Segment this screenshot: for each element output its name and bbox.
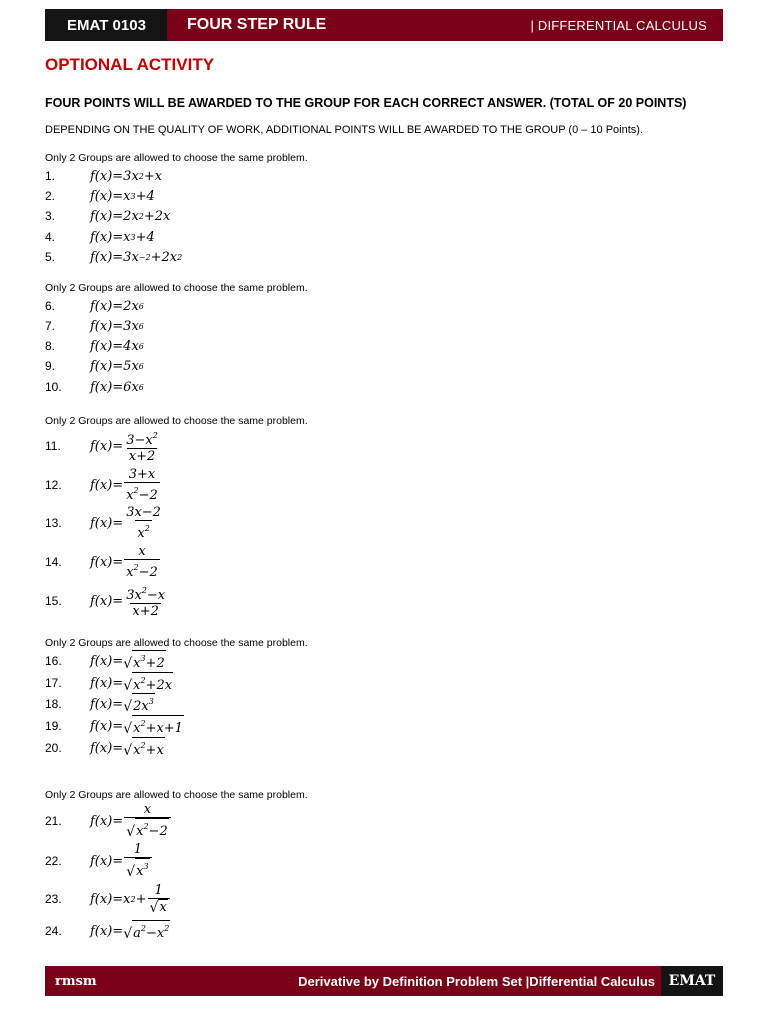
problem-item xyxy=(45,431,160,464)
problem-formula: f(x)= √ $a^2-x^2$ xyxy=(90,920,170,942)
problem-item xyxy=(45,586,167,619)
problem-number: 11. xyxy=(45,439,61,453)
problem-number: 17. xyxy=(45,676,62,690)
problem-number: 4. xyxy=(45,230,56,244)
problem-number: 12. xyxy=(45,478,62,492)
instruction-quality: DEPENDING ON THE QUALITY OF WORK, ADDITIONAL POINTS WILL BE AWARDED TO THE GROUP (0 – 10 Points). xyxy=(45,124,644,136)
problem-formula: f(x)=x 2 + 1 √ x xyxy=(90,883,170,916)
problem-number: 23. xyxy=(45,892,62,906)
problem-formula: f(x)=6x 6 xyxy=(90,379,144,395)
problem-item xyxy=(45,842,152,880)
group-note: Only 2 Groups are allowed to choose the same problem. xyxy=(45,282,308,294)
group-note: Only 2 Groups are allowed to choose the same problem. xyxy=(45,415,308,427)
problem-formula: f(x)=2x 2 +2x xyxy=(90,208,171,224)
problem-number: 10. xyxy=(45,380,62,394)
problem-item xyxy=(45,673,173,693)
problem-item xyxy=(45,921,170,941)
problem-item xyxy=(45,296,144,316)
group-note: Only 2 Groups are allowed to choose the same problem. xyxy=(45,152,308,164)
problem-number: 2. xyxy=(45,189,56,203)
problem-item xyxy=(45,802,171,840)
problem-number: 8. xyxy=(45,339,56,353)
problem-formula: f(x)=3x 2 +x xyxy=(90,168,163,184)
footer-title: Derivative by Definition Problem Set |Differential Calculus xyxy=(298,973,655,989)
problem-item xyxy=(45,882,170,916)
problem-formula: f(x)= √ $x^3+2$ xyxy=(90,650,166,672)
problem-item xyxy=(45,316,144,336)
problem-formula: f(x)=3x −2 +2x 2 xyxy=(90,249,183,265)
problem-item xyxy=(45,186,155,206)
problem-formula: f(x)=x 3 +4 xyxy=(90,188,155,204)
problem-item xyxy=(45,356,144,376)
problem-number: 20. xyxy=(45,741,62,755)
problem-item xyxy=(45,166,162,186)
problem-formula: f(x)= $\frac{x}{x^2-2}$ xyxy=(90,544,158,580)
problem-number: 24. xyxy=(45,924,62,938)
problem-number: 16. xyxy=(45,654,62,668)
problem-formula: f(x)= √ $x^2+x+1$ xyxy=(90,715,184,737)
header-subject: | DIFFERENTIAL CALCULUS xyxy=(530,17,707,33)
problem-item xyxy=(45,227,155,247)
section-title: OPTIONAL ACTIVITY xyxy=(45,55,215,74)
problem-formula: f(x)=x 3 +4 xyxy=(90,229,155,245)
course-code: EMAT 0103 xyxy=(45,9,167,41)
problem-formula: f(x)=5x 6 xyxy=(90,358,144,374)
problem-number: 15. xyxy=(45,594,62,608)
problem-item xyxy=(45,206,170,226)
problem-item xyxy=(45,505,163,541)
header-title: FOUR STEP RULE xyxy=(187,16,327,33)
problem-item xyxy=(45,544,160,580)
problem-formula: f(x)= x √ $x^2-2$ xyxy=(90,802,171,840)
problem-item xyxy=(45,651,166,671)
problem-number: 1. xyxy=(45,169,56,183)
problem-item xyxy=(45,716,184,736)
group-note: Only 2 Groups are allowed to choose the same problem. xyxy=(45,637,308,649)
problem-number: 14. xyxy=(45,555,62,569)
page-header xyxy=(45,9,723,41)
problem-formula: f(x)= √ $x^2+2x$ xyxy=(90,672,173,694)
problem-number: 19. xyxy=(45,719,62,733)
problem-item xyxy=(45,467,160,503)
problem-number: 18. xyxy=(45,697,62,711)
footer-author: rmsm xyxy=(55,973,97,989)
footer-course-box: EMAT xyxy=(661,966,723,996)
problem-number: 22. xyxy=(45,854,62,868)
problem-formula: f(x)= $\frac{3x-2}{x^2}$ xyxy=(90,505,161,541)
problem-formula: f(x)= $\frac{3-x^2}{x+2}$ xyxy=(90,431,158,464)
problem-formula: f(x)= √ $x^2+x$ xyxy=(90,737,165,759)
problem-formula: f(x)=4x 6 xyxy=(90,338,144,354)
problem-number: 3. xyxy=(45,209,56,223)
problem-number: 6. xyxy=(45,299,56,313)
problem-item xyxy=(45,377,144,397)
problem-item xyxy=(45,336,144,356)
instruction-points: FOUR POINTS WILL BE AWARDED TO THE GROUP FOR EACH CORRECT ANSWER. (TOTAL OF 20 POINTS) xyxy=(45,96,687,110)
problem-number: 21. xyxy=(45,814,62,828)
problem-number: 5. xyxy=(45,250,56,264)
problem-item xyxy=(45,247,182,267)
problem-item xyxy=(45,694,155,714)
problem-number: 7. xyxy=(45,319,56,333)
problem-formula: f(x)=2x 6 xyxy=(90,298,144,314)
problem-formula: f(x)= $\frac{3x^2-x}{x+2}$ xyxy=(90,586,166,619)
problem-item xyxy=(45,738,165,758)
problem-number: 13. xyxy=(45,516,62,530)
problem-formula: f(x)=3x 6 xyxy=(90,318,144,334)
group-note: Only 2 Groups are allowed to choose the same problem. xyxy=(45,789,308,801)
problem-number: 9. xyxy=(45,359,56,373)
problem-formula: f(x)= $\frac{3+x}{x^2-2}$ xyxy=(90,467,158,503)
problem-formula: f(x)= √ $2x^3$ xyxy=(90,693,155,715)
page-footer xyxy=(45,966,723,996)
problem-formula: f(x)= 1 √ $x^3$ xyxy=(90,842,152,880)
